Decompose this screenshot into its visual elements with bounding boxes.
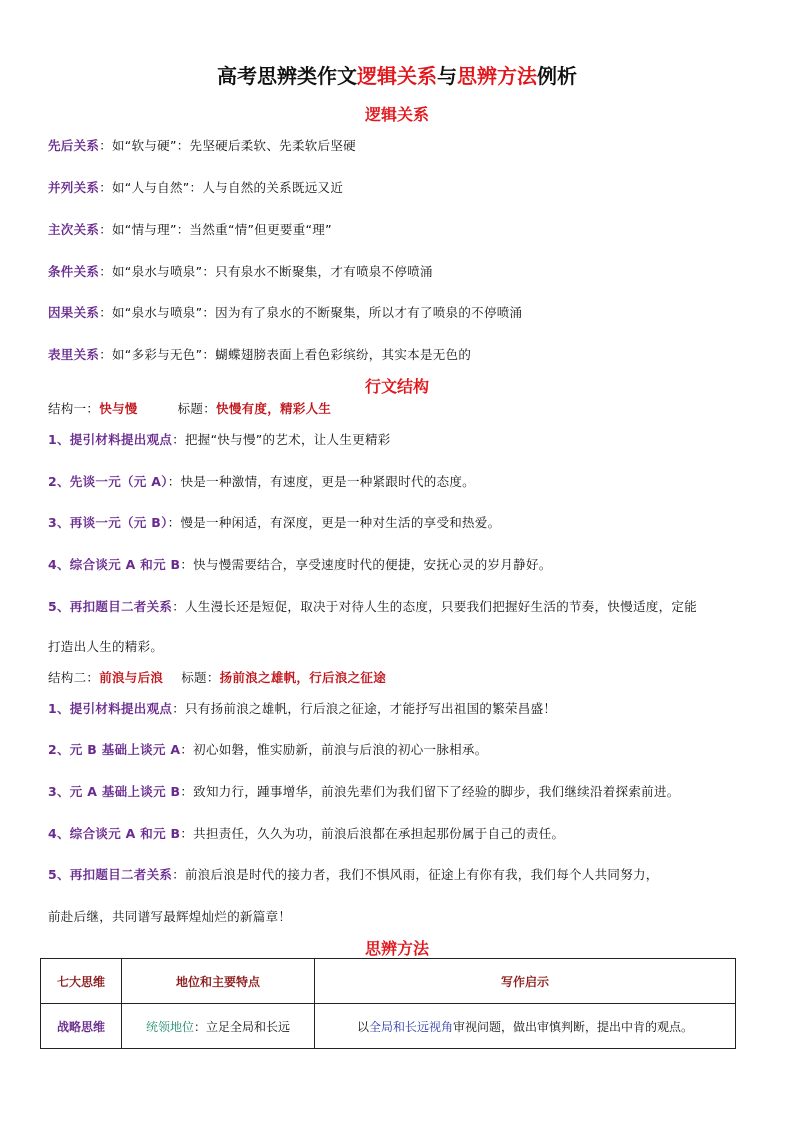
structure-one-header: 结构一：快与慢 标题：快慢有度，精彩人生: [48, 401, 332, 416]
logic-item: 并列关系：如“人与自然”：人与自然的关系既远又近: [48, 180, 344, 195]
structure-two-item: 1、提引材料提出观点：只有扬前浪之雄帆，行后浪之征途，才能抒写出祖国的繁荣昌盛！: [48, 701, 557, 716]
structure-two-item: 5、再扣题目二者关系：前浪后浪是时代的接力者，我们不惧风雨，征途上有你有我，我们每个人共同努力，: [48, 867, 659, 882]
structure-one-item: 3、再谈一元（元 B）：慢是一种闲适，有深度，更是一种对生活的享受和热爱。: [48, 515, 501, 530]
structure-one-item: 2、先谈一元（元 A）：快是一种激情，有速度，更是一种紧跟时代的态度。: [48, 474, 475, 489]
logic-item: 先后关系：如“软与硬”：先坚硬后柔软、先柔软后坚硬: [48, 138, 356, 153]
table-cell-method-name: 战略思维: [41, 1004, 122, 1049]
logic-item: 主次关系：如“情与理”：当然重“情”但更要重“理”: [48, 222, 332, 237]
structure-one-item: 4、综合谈元 A 和元 B：快与慢需要结合，享受速度时代的便捷，安抚心灵的岁月静好。: [48, 557, 552, 572]
table-header-row: [41, 959, 736, 1004]
structure-one-continuation: 打造出人生的精彩。: [48, 639, 164, 654]
structure-two-item: 4、综合谈元 A 和元 B：共担责任，久久为功，前浪后浪都在承担起那份属于自己的责任。: [48, 826, 565, 841]
structure-one-item: 1、提引材料提出观点：把握“快与慢”的艺术，让人生更精彩: [48, 432, 391, 447]
structure-two-continuation: 前赴后继，共同谱写最辉煌灿烂的新篇章！: [48, 909, 292, 924]
table-cell-writing-tip: 以全局和长远视角审视问题，做出审慎判断，提出中肯的观点。: [315, 1004, 736, 1049]
table-cell-position: 统领地位：立足全局和长远: [122, 1004, 315, 1049]
thinking-methods-table: [40, 958, 736, 1049]
logic-item: 条件关系：如“泉水与喷泉”：只有泉水不断聚集，才有喷泉不停喷涌: [48, 264, 433, 279]
table-row: [41, 1004, 736, 1049]
logic-item: 因果关系：如“泉水与喷泉”：因为有了泉水的不断聚集，所以才有了喷泉的不停喷涌: [48, 305, 523, 320]
structure-two-item: 3、元 A 基础上谈元 B：致知力行，踵事增华，前浪先辈们为我们留下了经验的脚步，我们继续沿着探索前进。: [48, 784, 680, 799]
section-heading-logic: 逻辑关系: [364, 105, 429, 124]
page-title: 高考思辨类作文逻辑关系与思辨方法例析: [217, 64, 577, 88]
logic-item: 表里关系：如“多彩与无色”：蝴蝶翅膀表面上看色彩缤纷，其实本是无色的: [48, 347, 472, 362]
table-header-cell: 七大思维: [41, 959, 122, 1004]
structure-one-item: 5、再扣题目二者关系：人生漫长还是短促，取决于对待人生的态度，只要我们把握好生活的节奏，快慢适度，定能: [48, 599, 698, 614]
section-heading-method: 思辨方法: [364, 939, 429, 958]
structure-two-item: 2、元 B 基础上谈元 A：初心如磐，惟实励新，前浪与后浪的初心一脉相承。: [48, 742, 488, 757]
structure-two-header: 结构二：前浪与后浪 标题：扬前浪之雄帆，行后浪之征途: [48, 670, 387, 685]
section-heading-structure: 行文结构: [364, 377, 429, 396]
table-header-cell: 写作启示: [315, 959, 736, 1004]
table-header-cell: 地位和主要特点: [122, 959, 315, 1004]
